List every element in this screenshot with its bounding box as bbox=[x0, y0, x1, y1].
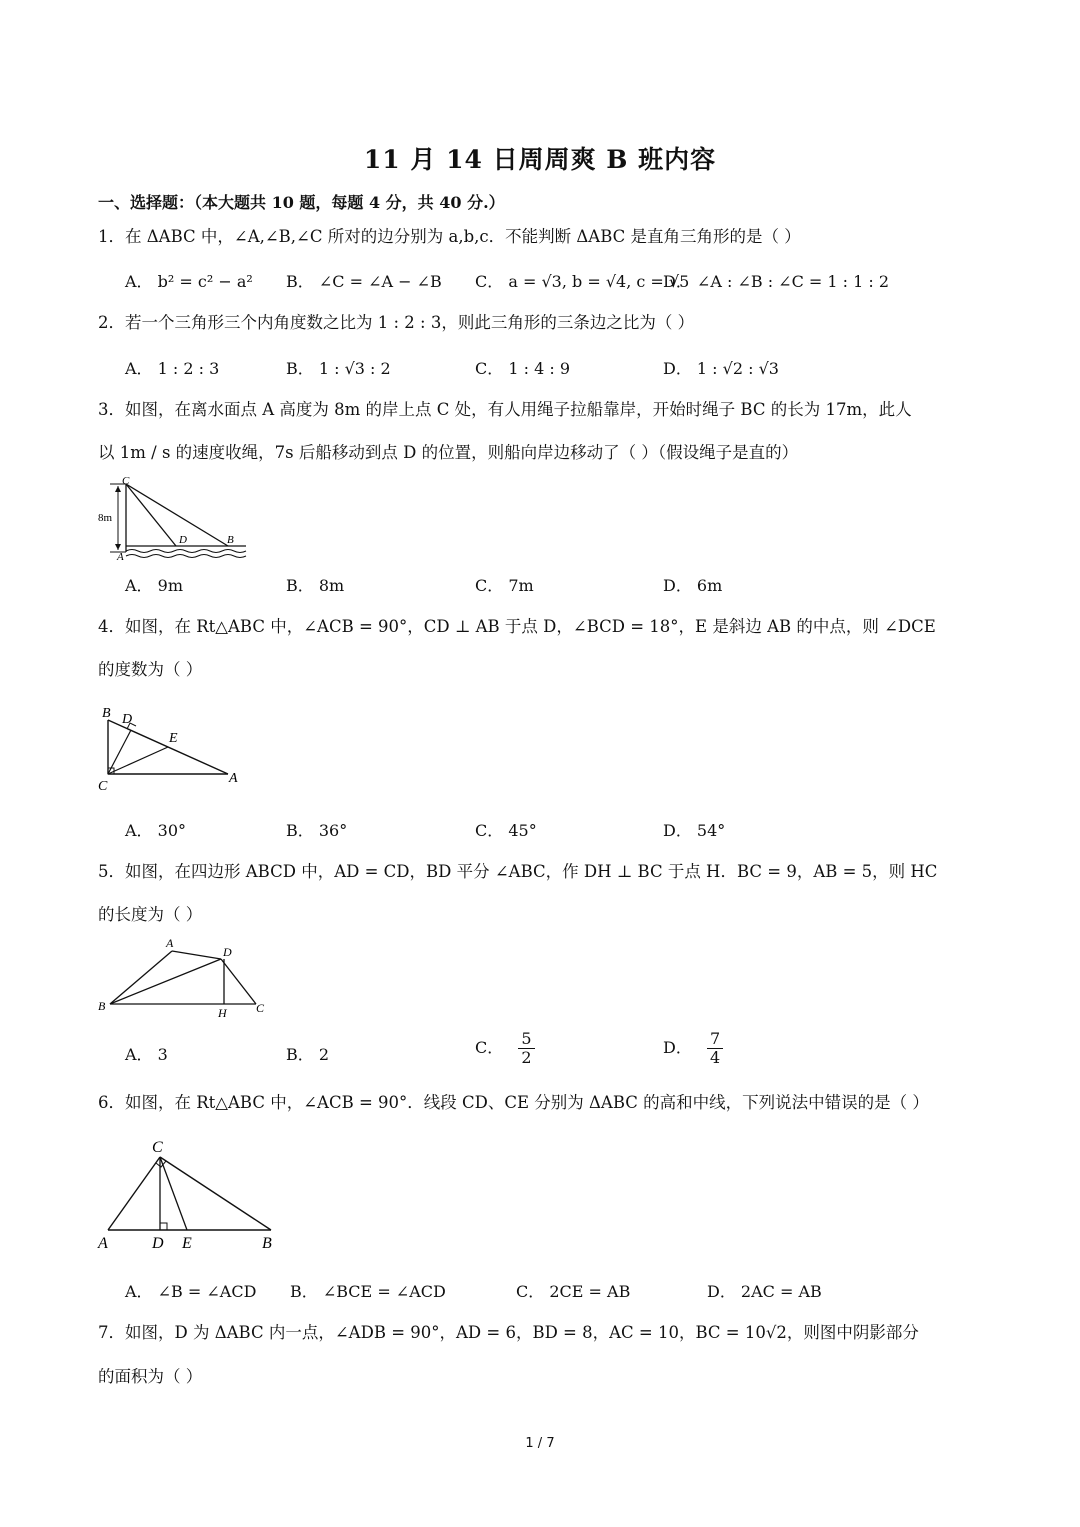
question-2-stem: 2．若一个三角形三个内角度数之比为 1 : 2 : 3，则此三角形的三条边之比为（ ） bbox=[98, 313, 695, 332]
option-b[interactable]: B． 36° bbox=[286, 821, 348, 840]
label-a: A bbox=[166, 936, 174, 950]
option-d[interactable]: D． 6m bbox=[663, 576, 723, 595]
label-b: B bbox=[98, 999, 106, 1013]
question-6-figure bbox=[94, 1132, 284, 1256]
label-e: E bbox=[182, 1235, 192, 1252]
option-b[interactable]: B． 2 bbox=[286, 1045, 330, 1064]
option-d-label: D． bbox=[663, 1038, 692, 1057]
label-b: B bbox=[102, 706, 111, 721]
label-a: A bbox=[117, 551, 124, 563]
page-title: 11 月 14 日周周爽 B 班内容 bbox=[363, 145, 717, 174]
label-c: C bbox=[122, 475, 130, 487]
option-b[interactable]: B． ∠BCE = ∠ACD bbox=[290, 1282, 446, 1301]
water-wave-1 bbox=[126, 550, 246, 553]
question-3-stem-line2: 以 1m / s 的速度收绳，7s 后船移动到点 D 的位置，则船向岸边移动了（ ）（假设绳子是直的） bbox=[98, 443, 799, 462]
side-dc bbox=[221, 959, 256, 1004]
option-d-denominator: 4 bbox=[709, 1048, 721, 1067]
label-c: C bbox=[256, 1001, 265, 1015]
option-c[interactable]: C． 7m bbox=[475, 576, 534, 595]
label-c: C bbox=[98, 779, 108, 794]
question-7-stem-line2: 的面积为（ ） bbox=[98, 1367, 203, 1386]
label-d: D bbox=[223, 945, 232, 959]
option-a[interactable]: A． 3 bbox=[125, 1045, 168, 1064]
option-a[interactable]: A． 9m bbox=[125, 576, 183, 595]
option-b[interactable]: B． 8m bbox=[286, 576, 345, 595]
question-4-options bbox=[0, 818, 1080, 842]
option-d-fraction bbox=[707, 1030, 723, 1067]
option-c[interactable] bbox=[475, 1030, 535, 1067]
option-c[interactable]: C． 2CE = AB bbox=[516, 1282, 631, 1301]
option-b[interactable]: B． ∠C = ∠A − ∠B bbox=[286, 272, 442, 291]
option-a[interactable]: A． ∠B = ∠ACD bbox=[125, 1282, 257, 1301]
question-6-stem: 6．如图，在 Rt△ABC 中，∠ACB = 90°．线段 CD、CE 分别为 ΔABC 的高和中线，下列说法中错误的是（ ） bbox=[98, 1093, 929, 1112]
right-angle-d bbox=[160, 1223, 167, 1230]
question-2-options bbox=[0, 356, 1080, 380]
label-d: D bbox=[179, 534, 187, 546]
option-d-numerator: 7 bbox=[707, 1030, 723, 1049]
option-a[interactable]: A． 1 : 2 : 3 bbox=[125, 359, 220, 378]
page-number: 1 / 7 bbox=[525, 1436, 555, 1451]
option-d[interactable]: D． 54° bbox=[663, 821, 726, 840]
label-d: D bbox=[152, 1235, 164, 1252]
label-b: B bbox=[227, 534, 234, 546]
right-angle-c bbox=[156, 1161, 166, 1167]
side-ad bbox=[172, 951, 221, 959]
label-height: 8m bbox=[98, 512, 113, 524]
side-ac bbox=[108, 1157, 160, 1230]
option-c[interactable]: C． a = √3, b = √4, c = √5 bbox=[475, 272, 690, 291]
question-5-options bbox=[0, 1026, 1080, 1076]
rope-cb bbox=[126, 484, 228, 546]
label-h: H bbox=[218, 1006, 227, 1020]
rope-cd bbox=[126, 484, 176, 546]
option-d[interactable]: D． 1 : √2 : √3 bbox=[663, 359, 779, 378]
question-5-stem-line1: 5．如图，在四边形 ABCD 中，AD = CD，BD 平分 ∠ABC，作 DH ⊥ BC 于点 H．BC = 9，AB = 5，则 HC bbox=[98, 862, 938, 881]
diagonal-bd bbox=[110, 959, 221, 1004]
option-d[interactable]: D． 2AC = AB bbox=[707, 1282, 822, 1301]
side-ab bbox=[110, 951, 172, 1004]
question-3-figure bbox=[96, 474, 256, 566]
option-d[interactable]: D． ∠A : ∠B : ∠C = 1 : 1 : 2 bbox=[663, 272, 890, 291]
altitude-cd bbox=[108, 730, 131, 774]
option-b[interactable]: B． 1 : √3 : 2 bbox=[286, 359, 391, 378]
option-a[interactable]: A． 30° bbox=[125, 821, 187, 840]
option-c-fraction bbox=[518, 1030, 534, 1067]
question-4-figure bbox=[94, 700, 254, 796]
question-3-stem-line1: 3．如图，在离水面点 A 高度为 8m 的岸上点 C 处，有人用绳子拉船靠岸，开始时绳子 BC 的长为 17m，此人 bbox=[98, 400, 912, 419]
question-5-figure bbox=[94, 934, 274, 1024]
label-d: D bbox=[122, 712, 133, 727]
median-ce bbox=[160, 1157, 187, 1230]
label-c: C bbox=[152, 1139, 163, 1156]
question-1-stem: 1．在 ΔABC 中，∠A,∠B,∠C 所对的边分别为 a,b,c．不能判断 ΔABC 是直角三角形的是（ ） bbox=[98, 227, 801, 246]
height-arrowhead-down bbox=[115, 544, 121, 550]
section-heading: 一、选择题：（本大题共 10 题，每题 4 分，共 40 分.） bbox=[98, 193, 505, 212]
question-4-stem-line2: 的度数为（ ） bbox=[98, 660, 203, 679]
side-cb bbox=[160, 1157, 271, 1230]
question-6-options bbox=[0, 1279, 1080, 1303]
option-c-denominator: 2 bbox=[521, 1048, 532, 1067]
label-e: E bbox=[169, 731, 178, 746]
option-c-numerator: 5 bbox=[518, 1030, 534, 1049]
height-arrowhead-up bbox=[115, 486, 121, 492]
option-c[interactable]: C． 1 : 4 : 9 bbox=[475, 359, 570, 378]
option-c[interactable]: C． 45° bbox=[475, 821, 537, 840]
option-c-label: C． bbox=[475, 1038, 504, 1057]
water-wave-2 bbox=[126, 555, 246, 558]
question-3-options bbox=[0, 573, 1080, 597]
question-4-stem-line1: 4．如图，在 Rt△ABC 中，∠ACB = 90°，CD ⊥ AB 于点 D，∠BCD = 18°，E 是斜边 AB 的中点，则 ∠DCE bbox=[98, 617, 936, 636]
question-5-stem-line2: 的长度为（ ） bbox=[98, 905, 203, 924]
median-ce bbox=[108, 747, 168, 774]
option-d[interactable] bbox=[663, 1030, 723, 1067]
label-a: A bbox=[229, 771, 238, 786]
label-a: A bbox=[98, 1235, 108, 1252]
question-1-options bbox=[0, 269, 1080, 293]
option-a[interactable]: A． b² = c² − a² bbox=[125, 272, 253, 291]
label-b: B bbox=[262, 1235, 272, 1252]
question-7-stem-line1: 7．如图，D 为 ΔABC 内一点，∠ADB = 90°，AD = 6，BD = 8，AC = 10，BC = 10√2，则图中阴影部分 bbox=[98, 1323, 919, 1342]
